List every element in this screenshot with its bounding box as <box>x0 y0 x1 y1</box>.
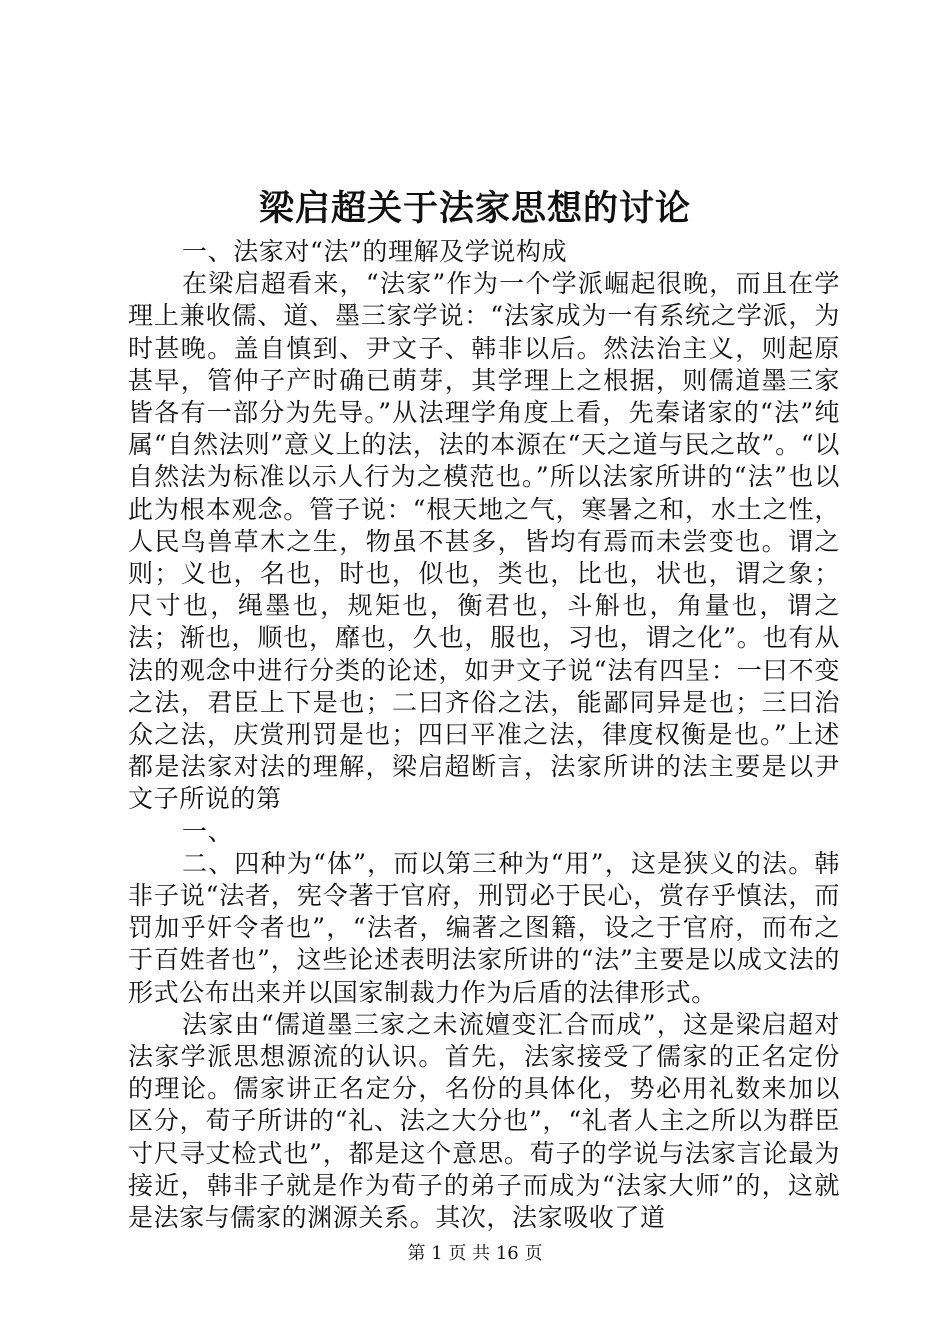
paragraph: 一、 <box>182 816 234 846</box>
paragraph: 法家由“儒道墨三家之未流嬗变汇合而成”，这是梁启超对法家学派思想源流的认识。首先，法家接受了儒家的正名定份的理论。儒家讲正名定分，名份的具体化，势必用礼数来加以区分，荀子所讲的“礼、法之大分也”，“礼者人主之所以为群臣寸尺寻丈检式也”，都是这个意思。荀子的学说与法家言论最为接近，韩非子就是作为荀子的弟子而成为“法家大师”的，这就是法家与儒家的渊源关系。其次，法家吸收了道 <box>128 1009 840 1233</box>
section-heading: 一、法家对“法”的理解及学说构成 <box>182 237 568 266</box>
document-body <box>128 236 840 1234</box>
document-title: 梁启超关于法家思想的讨论 <box>258 188 691 229</box>
paragraph: 在梁启超看来，“法家”作为一个学派崛起很晚，而且在学理上兼收儒、道、墨三家学说：“法家成为一有系统之学派，为时甚晚。盖自慎到、尹文子、韩非以后。然法治主义，则起原甚早，管仲子产时确已萌芽，其学理上之根据，则儒道墨三家皆各有一部分为先导。”从法理学角度上看，先秦诸家的“法”纯属“自然法则”意义上的法，法的本源在“天之道与民之故”。“以自然法为标准以示人行为之模范也。”所以法家所讲的“法”也以此为根本观念。管子说：“根天地之气，寒暑之和，水土之性，人民鸟兽草木之生，物虽不甚多，皆均有焉而未尝变也。谓之则；义也，名也，时也，似也，类也，比也，状也，谓之象；尺寸也，绳墨也，规矩也，衡君也，斗斛也，角量也，谓之法；渐也，顺也，靡也，久也，服也，习也，谓之化”。也有从法的观念中进行分类的论述，如尹文子说“法有四呈：一曰不变之法，君臣上下是也；二曰齐俗之法，能鄙同异是也；三曰治众之法，庆赏刑罚是也；四曰平准之法，律度权衡是也。”上述都是法家对法的理解，梁启超断言，法家所讲的法主要是以尹文子所说的第 <box>128 269 840 814</box>
page-number-footer: 第 1 页 共 16 页 <box>407 1243 543 1264</box>
paragraph: 二、四种为“体”，而以第三种为“用”，这是狭义的法。韩非子说“法者，宪令著于官府，刑罚必于民心，赏存乎慎法，而罚加乎奸令者也”，“法者，编著之图籍，设之于官府，而布之于百姓者也”，这些论述表明法家所讲的“法”主要是以成文法的形式公布出来并以国家制裁力作为后盾的法律形式。 <box>128 848 840 1007</box>
